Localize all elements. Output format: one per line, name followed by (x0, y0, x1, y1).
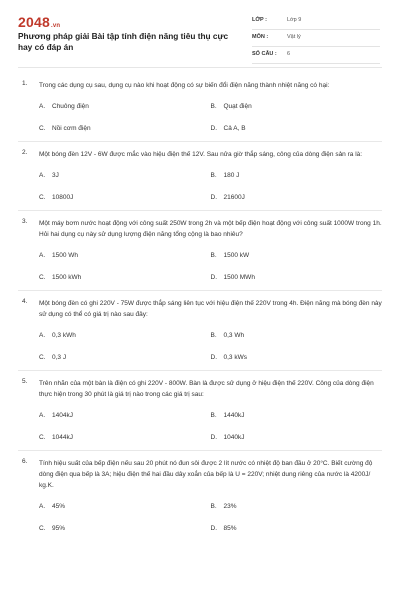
option-text: 0,3 kWh (52, 331, 76, 339)
option-text: 0,3 Wh (223, 331, 245, 339)
option-row (39, 95, 382, 117)
meta-value: 6 (287, 51, 291, 57)
option-text: 45% (52, 502, 66, 510)
option-text: Nồi cơm điện (52, 124, 91, 132)
site-logo[interactable] (18, 14, 60, 30)
option-letter: B. (210, 502, 217, 510)
question-number: 3. (22, 218, 28, 225)
option-text: 23% (223, 502, 237, 510)
option-c[interactable] (39, 125, 211, 132)
answer-options (39, 95, 382, 139)
option-c[interactable] (39, 194, 211, 201)
option-a[interactable] (39, 332, 211, 339)
question-number: 1. (22, 80, 28, 87)
option-letter: D. (210, 524, 217, 532)
header-divider (18, 67, 382, 68)
option-letter: D. (210, 193, 217, 201)
question-3 (18, 211, 382, 291)
option-row (39, 324, 382, 346)
option-a[interactable] (39, 252, 211, 259)
option-d[interactable] (211, 274, 383, 281)
option-b[interactable] (211, 332, 383, 339)
option-letter: C. (39, 124, 46, 132)
option-d[interactable] (211, 194, 383, 201)
question-text: Trong các dụng cụ sau, dụng cụ nào khi hoạt động có sự biến đổi điện năng thành nhiệt năng có hại: (39, 82, 330, 89)
option-row (39, 164, 382, 186)
option-letter: D. (210, 273, 217, 281)
option-text: 10800J (52, 193, 74, 201)
option-b[interactable] (211, 412, 383, 419)
question-5 (18, 371, 382, 451)
meta-value: Vật lý (287, 34, 301, 40)
option-letter: D. (210, 433, 217, 441)
option-letter: C. (39, 193, 46, 201)
question-text: Một bóng đèn có ghi 220V - 75W được thắp sáng liên tục với hiệu điện thế 220V trong 4h. Điện năng mà bóng đèn này sử dụng có thể có giá trị nào sau đây: (39, 300, 382, 318)
option-letter: C. (39, 353, 46, 361)
option-c[interactable] (39, 274, 211, 281)
answer-options (39, 324, 382, 368)
option-text: 0,3 kWs (223, 353, 247, 361)
option-text: Cả A, B (223, 124, 246, 132)
option-row (39, 117, 382, 139)
option-text: 180 J (223, 171, 240, 179)
option-letter: C. (39, 273, 46, 281)
option-row (39, 426, 382, 448)
meta-table (252, 14, 380, 65)
option-text: 1440kJ (223, 411, 245, 419)
option-row (39, 244, 382, 266)
header (0, 0, 400, 62)
meta-value: Lớp 9 (287, 17, 302, 23)
answer-options (39, 244, 382, 288)
answer-options (39, 495, 382, 539)
option-a[interactable] (39, 172, 211, 179)
question-number: 6. (22, 458, 28, 465)
meta-row-count (252, 48, 380, 64)
option-b[interactable] (211, 103, 383, 110)
option-d[interactable] (211, 434, 383, 441)
option-text: 1040kJ (223, 433, 245, 441)
option-text: 1500 MWh (223, 273, 255, 281)
question-2 (18, 142, 382, 211)
option-text: 1500 kW (223, 251, 250, 259)
option-d[interactable] (211, 354, 383, 361)
option-b[interactable] (211, 172, 383, 179)
option-letter: A. (39, 411, 46, 419)
logo-text: 2048 (18, 14, 50, 30)
option-letter: A. (39, 502, 46, 510)
option-a[interactable] (39, 412, 211, 419)
option-d[interactable] (211, 125, 383, 132)
logo-suffix: .vn (50, 23, 61, 29)
option-c[interactable] (39, 354, 211, 361)
option-b[interactable] (211, 252, 383, 259)
option-text: 3J (52, 171, 59, 179)
option-d[interactable] (211, 525, 383, 532)
option-row (39, 404, 382, 426)
question-list (0, 73, 400, 539)
question-text: Tính hiệu suất của bếp điện nếu sau 20 phút nó đun sôi được 2 lít nước có nhiệt độ ban đầu ở 20°C. Biết cường độ dòng điện qua bếp là 3A; hiệu điện thế hai đầu dây xoắn của bếp là U = 220V; nhiệt dung riêng của nước là 4200J/ kg.K. (39, 460, 373, 489)
option-letter: B. (210, 251, 217, 259)
option-text: 0,3 J (52, 353, 67, 361)
question-text: Trên nhãn của một bàn là điện có ghi 220V - 800W. Bàn là được sử dụng ở hiệu điện thế 220V. Công của dòng điện thực hiện trong 30 phút là giá trị nào trong các giá trị sau: (39, 380, 374, 398)
option-letter: B. (210, 171, 217, 179)
answer-options (39, 404, 382, 448)
option-letter: B. (210, 102, 217, 110)
option-letter: D. (210, 353, 217, 361)
option-letter: D. (210, 124, 217, 132)
question-6 (18, 451, 382, 539)
question-number: 2. (22, 149, 28, 156)
option-c[interactable] (39, 525, 211, 532)
option-text: 1044kJ (52, 433, 73, 441)
option-text: 1404kJ (52, 411, 73, 419)
option-letter: A. (39, 102, 46, 110)
meta-key: LỚP : (252, 17, 267, 23)
option-row (39, 186, 382, 208)
question-number: 4. (22, 298, 28, 305)
meta-row-subject (252, 31, 380, 47)
option-letter: A. (39, 171, 46, 179)
option-text: 85% (223, 524, 237, 532)
option-text: 1500 kWh (52, 273, 82, 281)
option-letter: A. (39, 331, 46, 339)
option-row (39, 266, 382, 288)
option-b[interactable] (211, 503, 383, 510)
option-row (39, 346, 382, 368)
option-a[interactable] (39, 103, 211, 110)
option-text: 21600J (223, 193, 245, 201)
document-title: Phương pháp giải Bài tập tính điện năng tiêu thụ cực hay có đáp án (18, 31, 229, 52)
meta-key: MÔN : (252, 34, 269, 40)
option-letter: B. (210, 411, 217, 419)
option-text: 95% (52, 524, 66, 532)
option-row (39, 495, 382, 517)
option-letter: C. (39, 433, 46, 441)
option-text: Quạt điện (223, 102, 252, 110)
option-text: 1500 Wh (52, 251, 79, 259)
question-text: Một máy bơm nước hoạt động với công suất 250W trong 2h và một bếp điện hoạt động với công suất 1000W trong 1h. Hỏi hai dụng cụ này sử dụng lượng điện năng tổng cộng là bao nhiêu? (39, 220, 382, 238)
question-1 (18, 73, 382, 142)
question-number: 5. (22, 378, 28, 385)
question-text: Một bóng đèn 12V - 6W được mắc vào hiệu điện thế 12V. Sau nửa giờ thắp sáng, công của dòng điện sản ra là: (39, 151, 363, 158)
option-letter: B. (210, 331, 217, 339)
option-letter: C. (39, 524, 46, 532)
meta-key: SỐ CÂU : (252, 51, 277, 57)
meta-row-class (252, 14, 380, 30)
option-letter: A. (39, 251, 46, 259)
option-row (39, 517, 382, 539)
option-c[interactable] (39, 434, 211, 441)
option-a[interactable] (39, 503, 211, 510)
answer-options (39, 164, 382, 208)
option-text: Chuông điện (52, 102, 89, 110)
question-4 (18, 291, 382, 371)
